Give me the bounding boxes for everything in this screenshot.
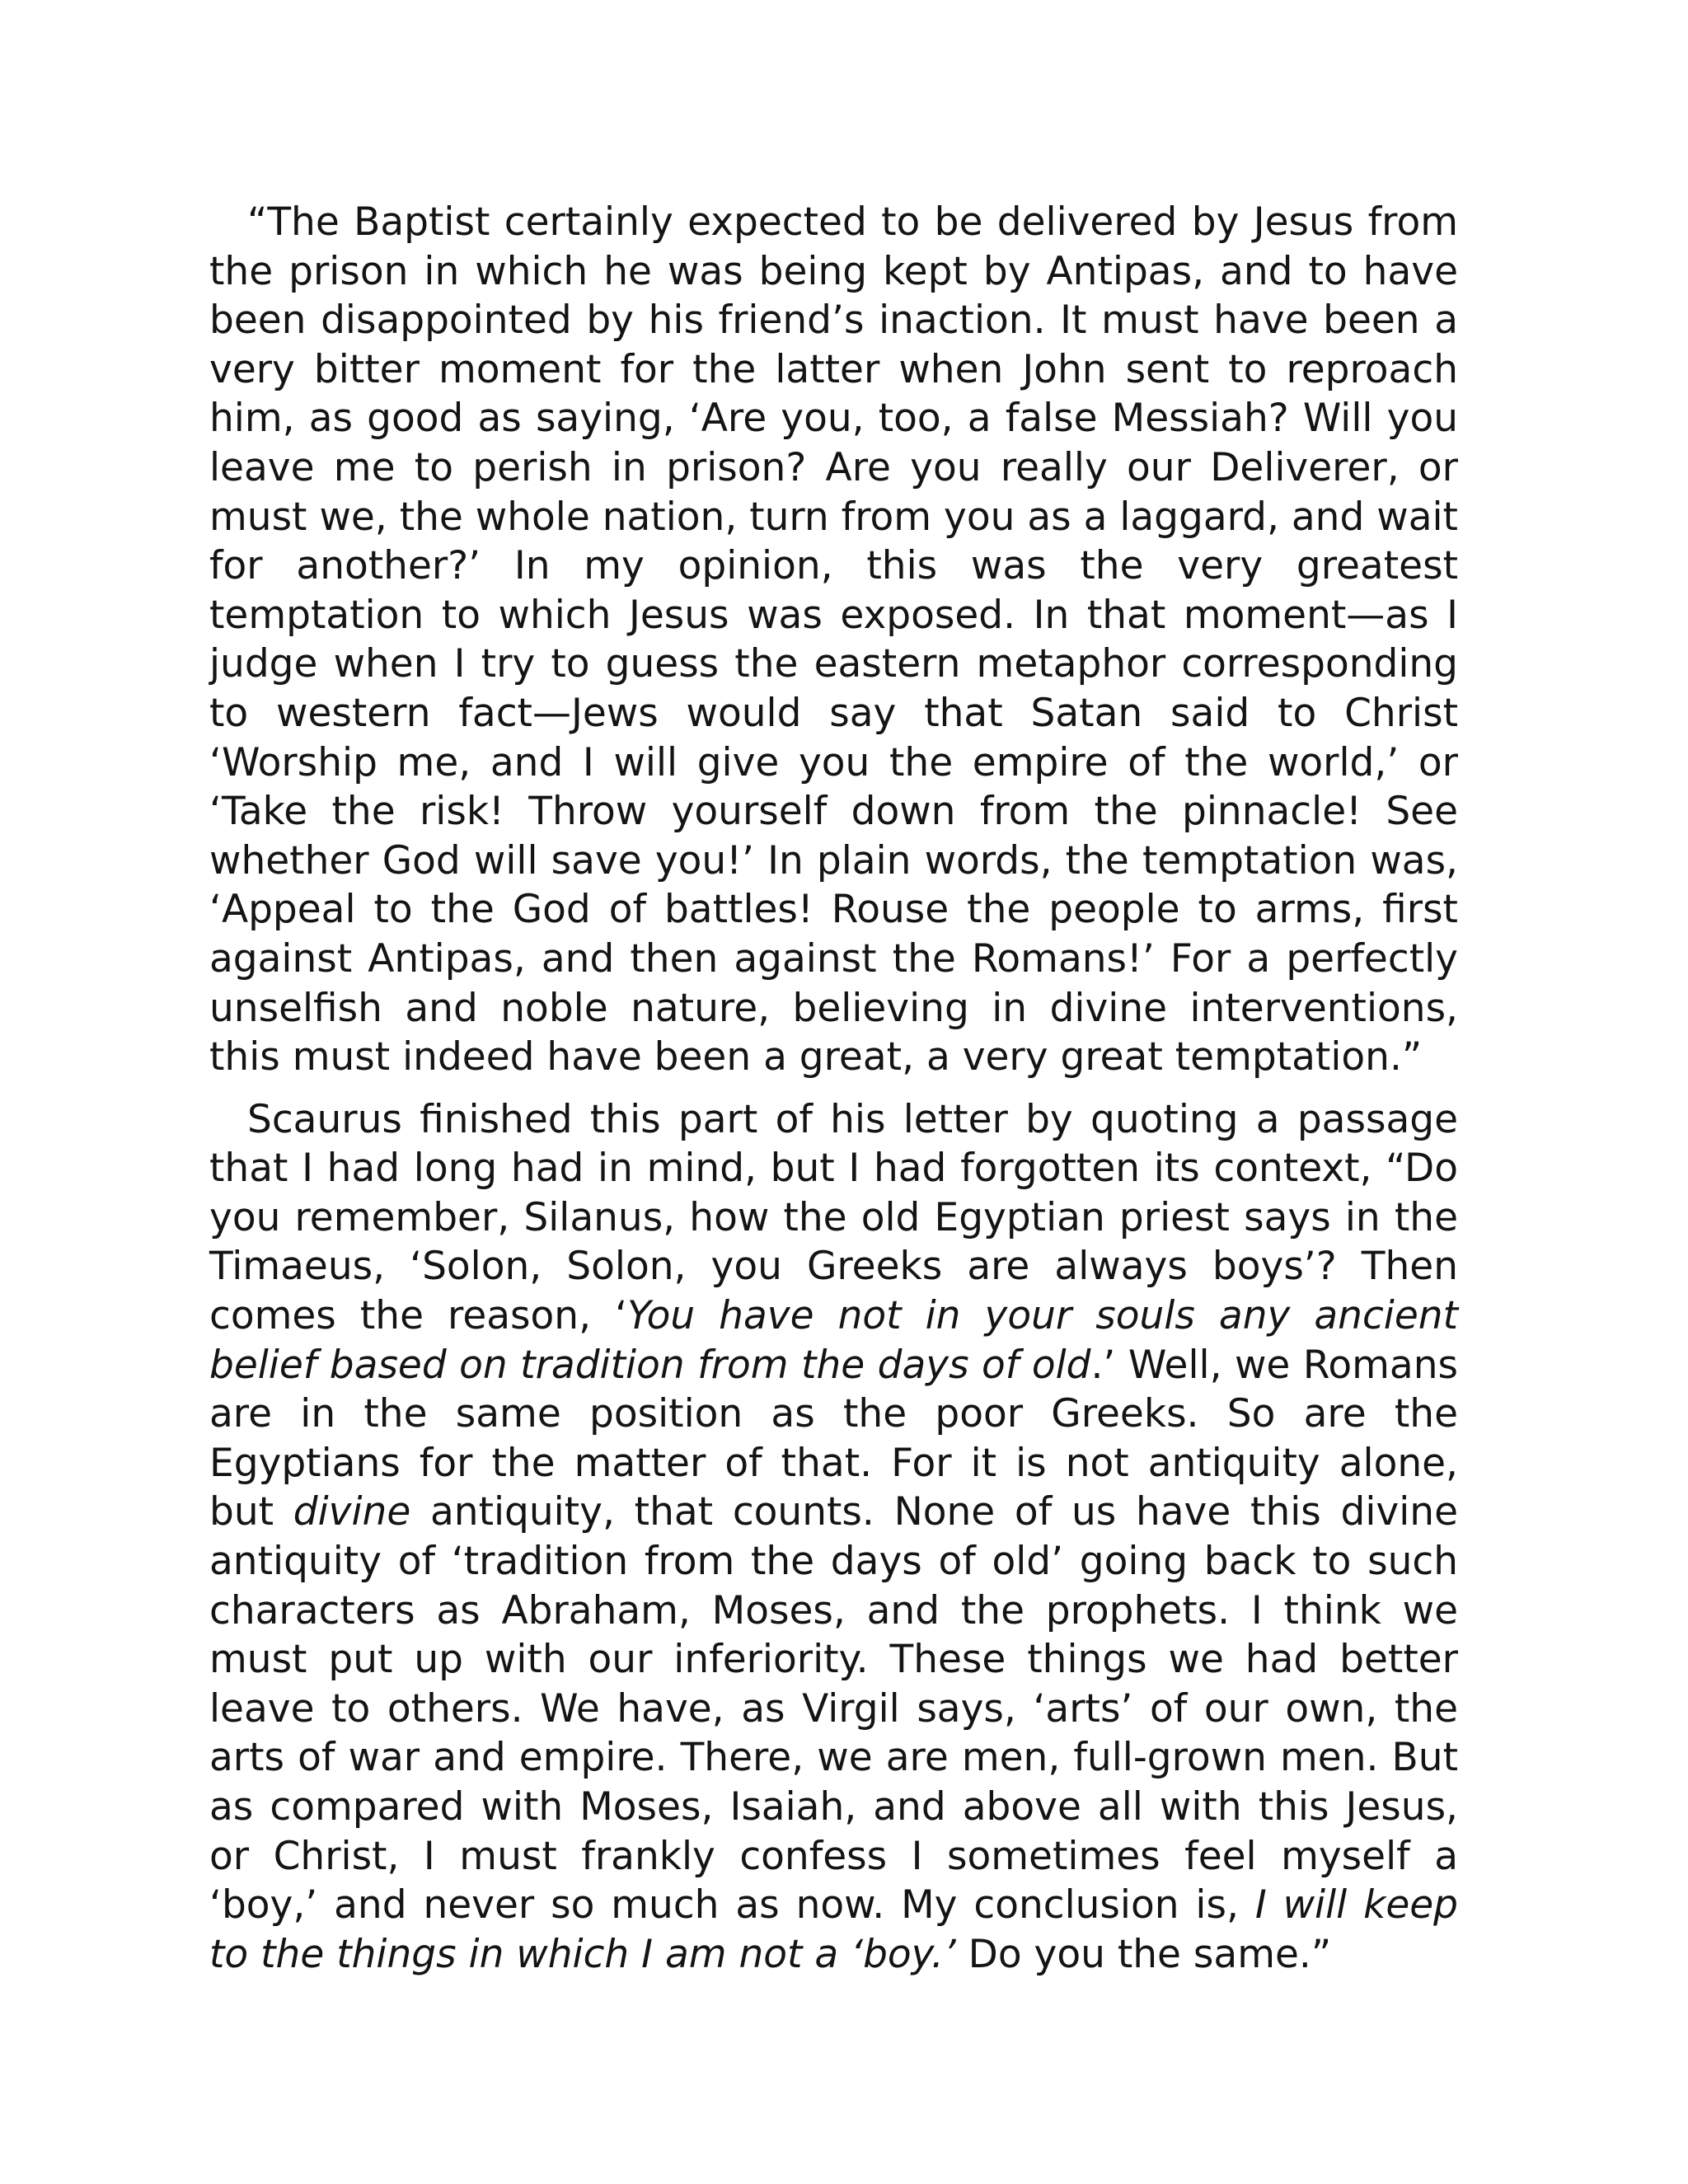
text-segment: “The Baptist certainly expected to be delivered by Jesus from the prison in which he was being kept by Antipas, and to have been disappointed by his friend’s inaction. It must have been a very bitter moment for the latter when John sent to reproach him, as good as saying, ‘Are you, too, a false Messiah? Will you leave me to perish in prison? Are you really our Deliverer, or must we, the whole nation, turn from you as a laggard, and wait for another?’ In my opinion, this was the very greatest temptation to which Jesus was exposed. In that moment—as I judge when I try to guess the eastern metaphor corresponding to western fact—Jews would say that Satan said to Christ ‘Worship me, and I will give you the empire of the world,’ or ‘Take the risk! Throw yourself down from the pinnacle! See whether God will save you!’ In plain words, the temptation was, ‘Appeal to the God of battles! Rouse the people to arms, first against Antipas, and then against the Romans!’ For a perfectly unselfish and noble nature, believing in divine interventions, this must indeed have been a great, a very great temptation.” — [209, 199, 1458, 1080]
text-segment: Scaurus finished this part of his letter by quoting a passage that I had long had in mind, but I had forgotten its context, “Do you remember, Silanus, how the old Egyptian priest says in the Timaeus, ‘Solon, Solon, you Greeks are always boys’? Then comes the reason, ‘ — [209, 1096, 1458, 1339]
italic-quote-timaeus: You have not in your souls any ancient belief based on tradition from the days of old — [209, 1293, 1458, 1388]
document-page — [209, 198, 1458, 1979]
italic-conclusion: I will keep to the things in which I am not a ‘boy.’ — [209, 1882, 1458, 1977]
italic-word-divine: divine — [293, 1489, 411, 1535]
paragraph-scaurus-letter — [209, 1095, 1458, 1980]
text-segment: antiquity, that counts. None of us have this divine antiquity of ‘tradition from the days of old’ going back to such characters as Abraham, Moses, and the prophets. I think we must put up with our inferiority. These things we had better leave to others. We have, as Virgil says, ‘arts’ of our own, the arts of war and empire. There, we are men, full-grown men. But as compared with Moses, Isaiah, and above all with this Jesus, or Christ, I must frankly confess I sometimes feel myself a ‘boy,’ and never so much as now. My conclusion is, — [209, 1489, 1458, 1929]
text-segment: Do you the same.” — [955, 1931, 1332, 1977]
paragraph-baptist-temptation — [209, 198, 1458, 1082]
text-segment: .’ Well, we Romans are in the same position as the poor Greeks. So are the Egyptians for the matter of that. For it is not antiquity alone, but — [209, 1342, 1458, 1535]
